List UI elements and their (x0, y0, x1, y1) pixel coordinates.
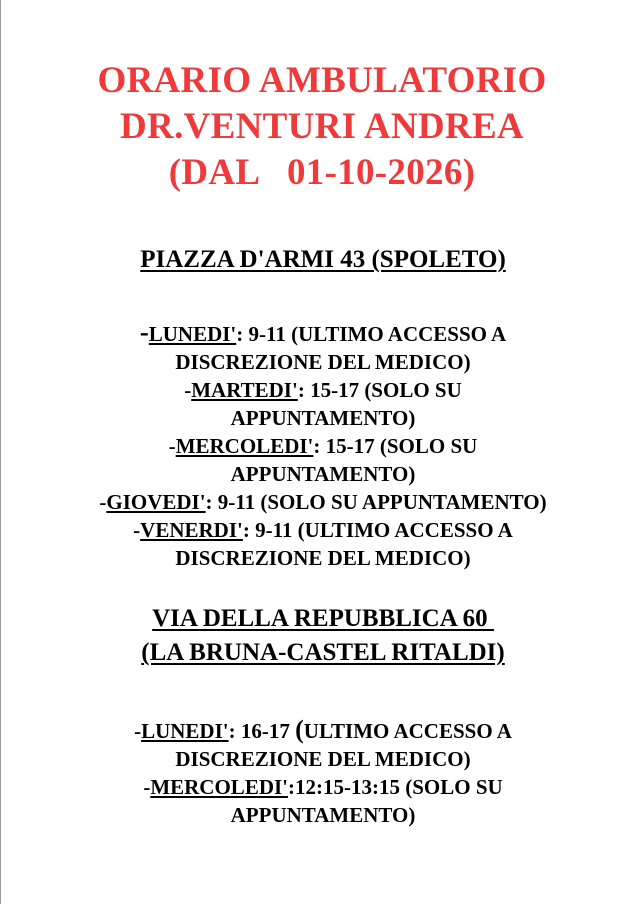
schedule-la-bruna (0, 716, 640, 829)
location-heading-line: (LA BRUNA-CASTEL RITALDI) (141, 639, 505, 666)
schedule-text: :12:15-13:15 (SOLO SU (288, 775, 503, 799)
schedule-day: MERCOLEDI' (175, 434, 314, 458)
title-line-2: DR.VENTURI ANDREA (120, 106, 524, 147)
schedule-line (0, 488, 640, 516)
schedule-day: MERCOLEDI' (150, 775, 288, 799)
schedule-line: DISCREZIONE DEL MEDICO) (175, 747, 471, 771)
schedule-dash: - (139, 317, 149, 347)
schedule-line: APPUNTAMENTO) (230, 462, 416, 486)
schedule-dash: - (133, 518, 141, 542)
schedule-text: : 16-17 (228, 719, 296, 743)
schedule-text: : 15-17 (SOLO SU (297, 378, 462, 402)
location-heading-la-bruna (0, 602, 640, 670)
schedule-line: APPUNTAMENTO) (230, 406, 416, 430)
schedule-dash: - (134, 719, 142, 743)
schedule-day: MARTEDI' (191, 378, 298, 402)
schedule-paren: ( (295, 715, 304, 744)
schedule-dash: - (99, 490, 107, 514)
schedule-text: : 9-11 (SOLO SU APPUNTAMENTO) (205, 490, 547, 514)
schedule-dash: - (143, 775, 151, 799)
document-title (0, 58, 640, 196)
schedule-line (0, 716, 640, 745)
schedule-line (0, 432, 640, 460)
schedule-dash: - (168, 434, 176, 458)
schedule-line: APPUNTAMENTO) (230, 803, 416, 827)
schedule-day: LUNEDI' (141, 719, 229, 743)
schedule-line (0, 376, 640, 404)
schedule-spoleto (0, 318, 640, 572)
schedule-text: : 15-17 (SOLO SU (313, 434, 478, 458)
schedule-line (0, 516, 640, 544)
schedule-day: GIOVEDI' (106, 490, 206, 514)
schedule-day: LUNEDI' (148, 322, 237, 346)
schedule-line: DISCREZIONE DEL MEDICO) (175, 350, 471, 374)
location-heading-spoleto (0, 243, 640, 277)
title-line-3: (DAL 01-10-2026) (168, 152, 476, 193)
schedule-text: ULTIMO ACCESSO A (303, 719, 512, 743)
schedule-line: DISCREZIONE DEL MEDICO) (175, 546, 471, 570)
schedule-line (0, 318, 640, 348)
location-heading-line: PIAZZA D'ARMI 43 (SPOLETO) (140, 246, 506, 273)
title-line-1: ORARIO AMBULATORIO (97, 60, 547, 101)
schedule-text: : 9-11 (ULTIMO ACCESSO A (236, 322, 507, 346)
schedule-day: VENERDI' (140, 518, 243, 542)
schedule-dash: - (184, 378, 192, 402)
schedule-line (0, 773, 640, 801)
location-heading-line: VIA DELLA REPUBBLICA 60 (152, 605, 494, 632)
schedule-text: : 9-11 (ULTIMO ACCESSO A (242, 518, 513, 542)
